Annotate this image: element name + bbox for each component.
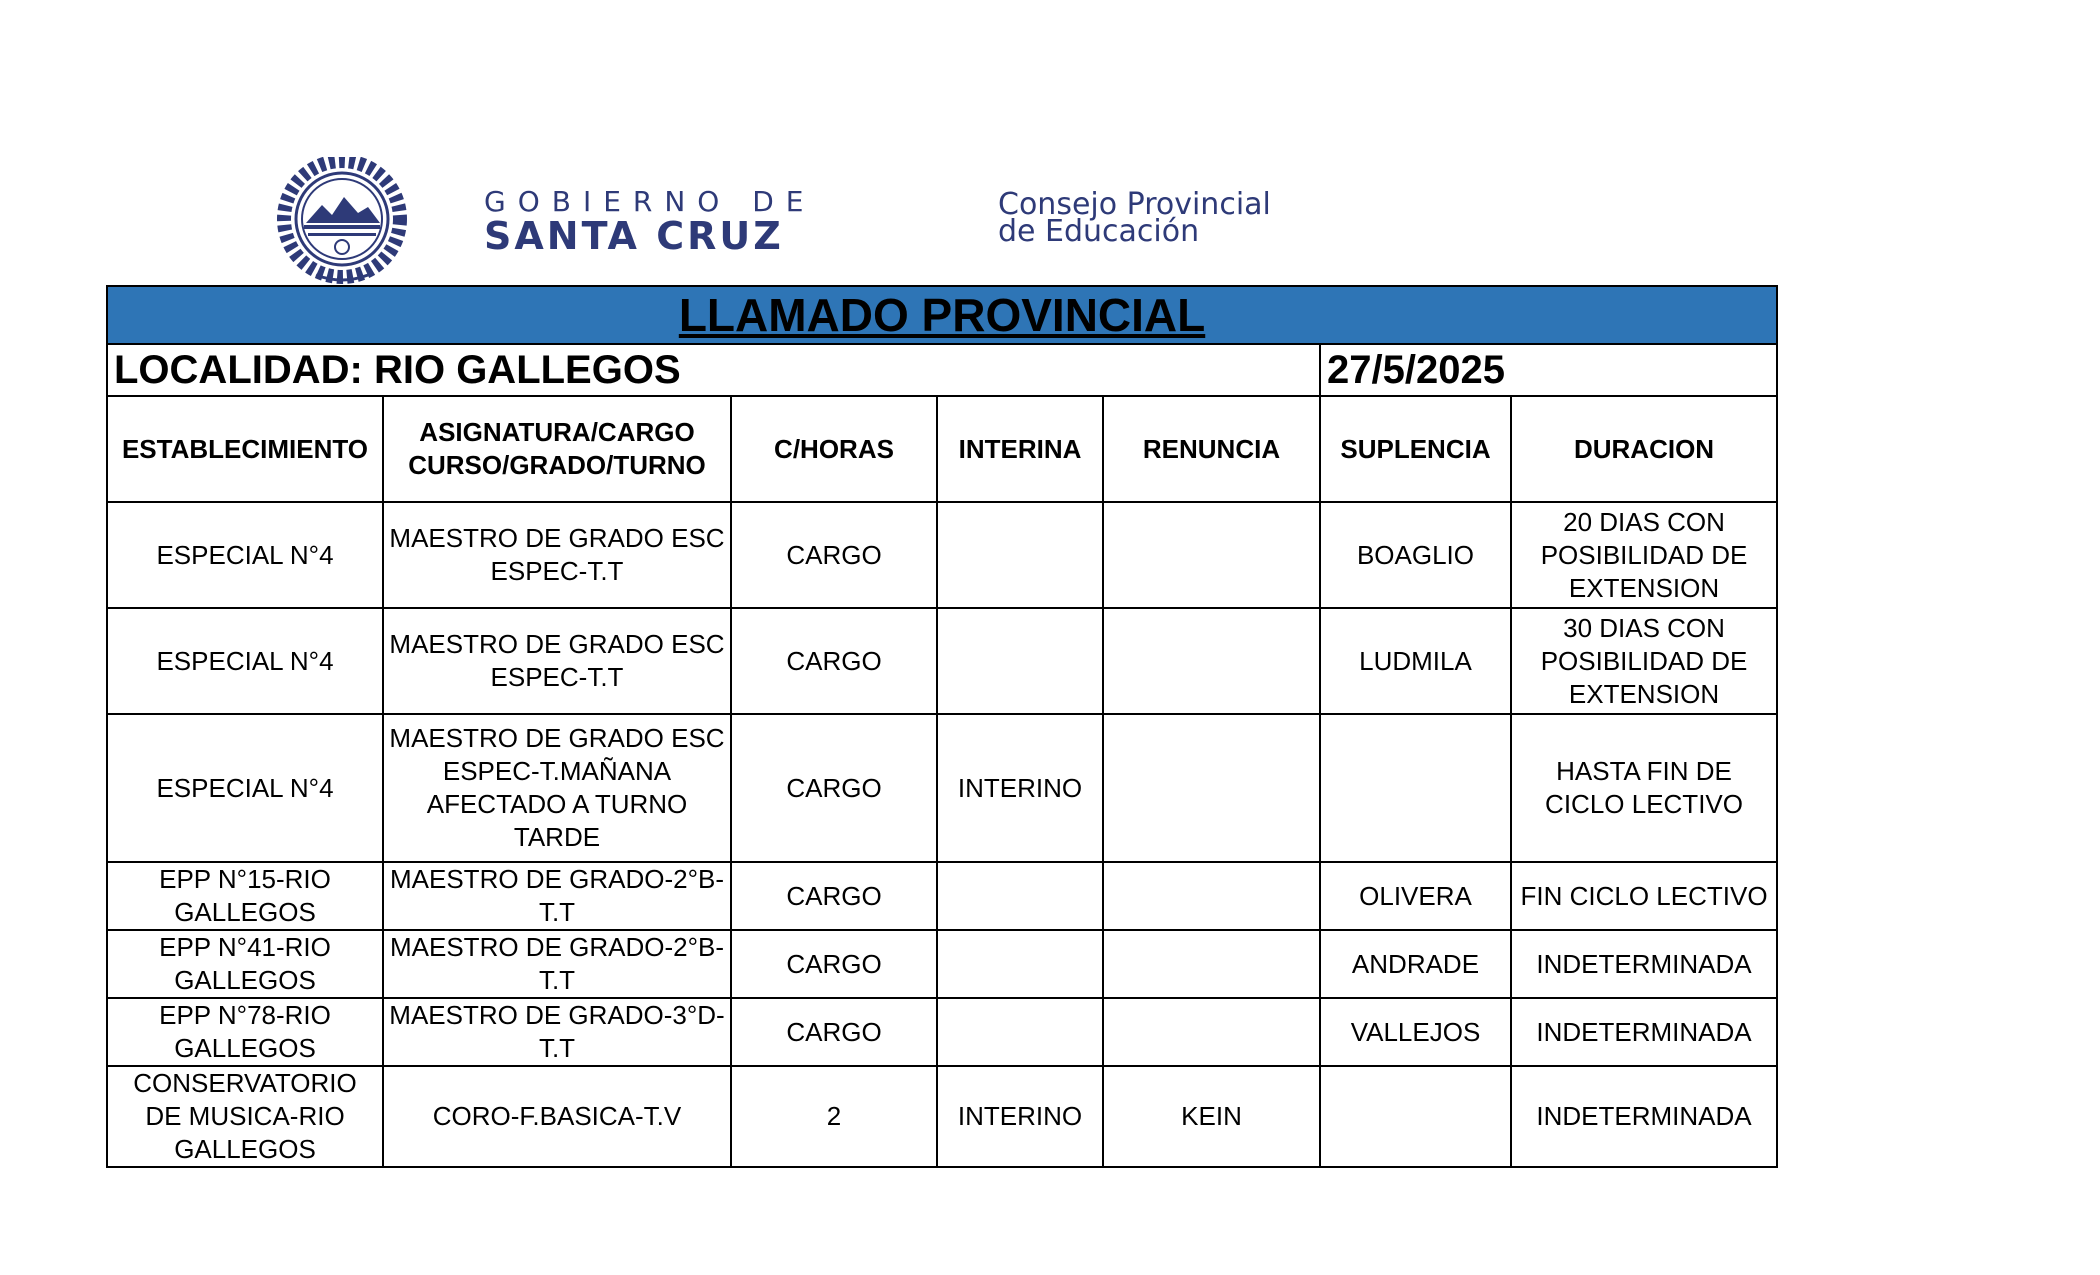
establishment-cell: ESPECIAL N°4: [107, 714, 383, 862]
locality-label: LOCALIDAD: RIO GALLEGOS: [107, 344, 1320, 396]
duration-cell: HASTA FIN DE CICLO LECTIVO: [1511, 714, 1777, 862]
column-header: DURACION: [1511, 396, 1777, 502]
duration-cell: FIN CICLO LECTIVO: [1511, 862, 1777, 930]
column-header: SUPLENCIA: [1320, 396, 1511, 502]
hours-cell: CARGO: [731, 930, 937, 998]
subject-cell: MAESTRO DE GRADO ESC ESPEC-T.MAÑANA AFECTADO A TURNO TARDE: [383, 714, 731, 862]
council-logo-line1: Consejo Provincial: [998, 187, 1271, 222]
column-header: C/HORAS: [731, 396, 937, 502]
provincial-seal-icon: [246, 157, 438, 285]
hours-cell: CARGO: [731, 714, 937, 862]
interim-cell: [937, 862, 1103, 930]
substitute-cell: BOAGLIO: [1320, 502, 1511, 608]
resignation-cell: [1103, 714, 1320, 862]
table-row: [107, 862, 1777, 930]
duration-cell: 30 DIAS CON POSIBILIDAD DE EXTENSION: [1511, 608, 1777, 714]
table-row: [107, 502, 1777, 608]
resignation-cell: [1103, 502, 1320, 608]
duration-cell: INDETERMINADA: [1511, 998, 1777, 1066]
title-row: [107, 286, 1777, 344]
establishment-cell: ESPECIAL N°4: [107, 608, 383, 714]
resignation-cell: [1103, 998, 1320, 1066]
interim-cell: [937, 930, 1103, 998]
council-logo: [998, 187, 1438, 249]
column-header-row: [107, 396, 1777, 502]
duration-cell: INDETERMINADA: [1511, 1066, 1777, 1167]
substitute-cell: LUDMILA: [1320, 608, 1511, 714]
document-date: 27/5/2025: [1320, 344, 1777, 396]
table-row: [107, 608, 1777, 714]
subject-cell: CORO-F.BASICA-T.V: [383, 1066, 731, 1167]
hours-cell: CARGO: [731, 608, 937, 714]
letterhead: [246, 155, 1426, 285]
hours-cell: CARGO: [731, 502, 937, 608]
establishment-cell: ESPECIAL N°4: [107, 502, 383, 608]
table-row: [107, 930, 1777, 998]
subject-cell: MAESTRO DE GRADO-2°B-T.T: [383, 930, 731, 998]
government-logo-line1: GOBIERNO DE: [484, 185, 816, 218]
duration-cell: 20 DIAS CON POSIBILIDAD DE EXTENSION: [1511, 502, 1777, 608]
substitute-cell: ANDRADE: [1320, 930, 1511, 998]
subject-cell: MAESTRO DE GRADO-3°D-T.T: [383, 998, 731, 1066]
establishment-cell: CONSERVATORIO DE MUSICA-RIO GALLEGOS: [107, 1066, 383, 1167]
substitute-cell: VALLEJOS: [1320, 998, 1511, 1066]
resignation-cell: [1103, 930, 1320, 998]
column-header: ASIGNATURA/CARGO CURSO/GRADO/TURNO: [383, 396, 731, 502]
interim-cell: INTERINO: [937, 1066, 1103, 1167]
table-row: [107, 714, 1777, 862]
duration-cell: INDETERMINADA: [1511, 930, 1777, 998]
substitute-cell: OLIVERA: [1320, 862, 1511, 930]
document-title: LLAMADO PROVINCIAL: [107, 286, 1777, 344]
locality-row: [107, 344, 1777, 396]
hours-cell: CARGO: [731, 862, 937, 930]
subject-cell: MAESTRO DE GRADO-2°B-T.T: [383, 862, 731, 930]
call-sheet: [106, 285, 1776, 1168]
establishment-cell: EPP N°41-RIO GALLEGOS: [107, 930, 383, 998]
resignation-cell: [1103, 862, 1320, 930]
establishment-cell: EPP N°15-RIO GALLEGOS: [107, 862, 383, 930]
interim-cell: [937, 998, 1103, 1066]
hours-cell: CARGO: [731, 998, 937, 1066]
interim-cell: [937, 608, 1103, 714]
substitute-cell: [1320, 714, 1511, 862]
subject-cell: MAESTRO DE GRADO ESC ESPEC-T.T: [383, 608, 731, 714]
resignation-cell: [1103, 608, 1320, 714]
table-row: [107, 1066, 1777, 1167]
column-header: INTERINA: [937, 396, 1103, 502]
table-row: [107, 998, 1777, 1066]
column-header: ESTABLECIMIENTO: [107, 396, 383, 502]
resignation-cell: KEIN: [1103, 1066, 1320, 1167]
establishment-cell: EPP N°78-RIO GALLEGOS: [107, 998, 383, 1066]
subject-cell: MAESTRO DE GRADO ESC ESPEC-T.T: [383, 502, 731, 608]
column-header: RENUNCIA: [1103, 396, 1320, 502]
council-logo-line2: de Educación: [998, 214, 1200, 249]
hours-cell: 2: [731, 1066, 937, 1167]
substitute-cell: [1320, 1066, 1511, 1167]
vacancies-table: [106, 285, 1778, 1168]
government-logo: [484, 185, 924, 258]
interim-cell: [937, 502, 1103, 608]
government-logo-line2: SANTA CRUZ: [484, 214, 784, 258]
interim-cell: INTERINO: [937, 714, 1103, 862]
